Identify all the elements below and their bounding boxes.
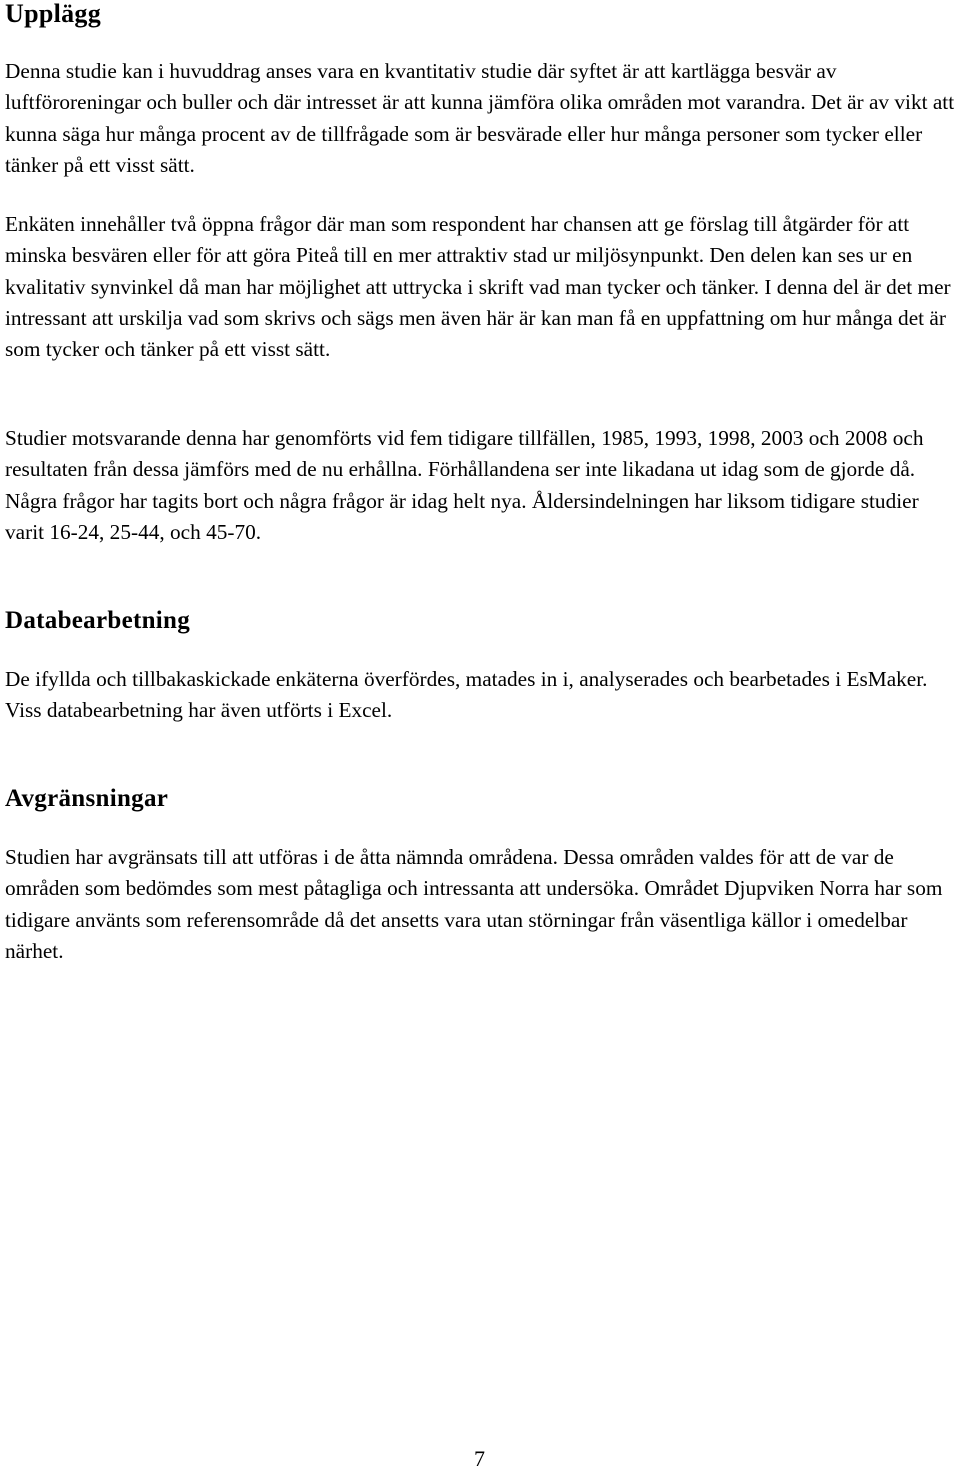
section-heading-avgransningar: Avgränsningar — [5, 785, 169, 812]
paragraph-avgransningar: Studien har avgränsats till att utföras i de åtta nämnda områdena. Dessa områden valdes för att de var de områden som bedömdes som mest påtagliga och intressanta att undersöka. Området Djupviken Norra har som tidigare använts som referensområde då det ansetts vara utan störningar från väsentliga källor i omedelbar närhet. — [5, 845, 943, 963]
section-heading-upplagg: Upplägg — [5, 0, 102, 28]
section-heading-databearbetning: Databearbetning — [5, 607, 191, 634]
paragraph-upplagg-3: Studier motsvarande denna har genomförts vid fem tidigare tillfällen, 1985, 1993, 1998, 2003 och 2008 och resultaten från dessa jämförs med de nu erhållna. Förhållandena ser inte likadana ut idag som de gjorde då. Några frågor har tagits bort och några frågor är idag helt nya. Åldersindelningen har liksom tidigare studier varit 16-24, 25-44, och 45-70. — [5, 426, 924, 544]
paragraph-databearbetning: De ifyllda och tillbakaskickade enkäterna överfördes, matades in i, analyserades och bearbetades i EsMaker. Viss databearbetning har även utförts i Excel. — [5, 667, 928, 723]
paragraph-upplagg-2: Enkäten innehåller två öppna frågor där man som respondent har chansen att ge förslag till åtgärder för att minska besvären eller för att göra Piteå till en mer attraktiv stad ur miljösynpunkt. Den delen kan ses ur en kvalitativ synvinkel då man har möjlighet att uttrycka i skrift vad man tycker och tänker. I denna del är det mer intressant att urskilja vad som skrivs och sägs men även här är kan man få en uppfattning om hur många det är som tycker och tänker på ett visst sätt. — [5, 212, 951, 362]
page-number: 7 — [474, 1446, 485, 1471]
paragraph-upplagg-1: Denna studie kan i huvuddrag anses vara en kvantitativ studie där syftet är att kartlägga besvär av luftföroreningar och buller och där intresset är att kunna jämföra olika områden mot varandra. Det är av vikt att kunna säga hur många procent av de tillfrågade som är besvärade eller hur många personer som tycker eller tänker på ett visst sätt. — [5, 59, 955, 177]
